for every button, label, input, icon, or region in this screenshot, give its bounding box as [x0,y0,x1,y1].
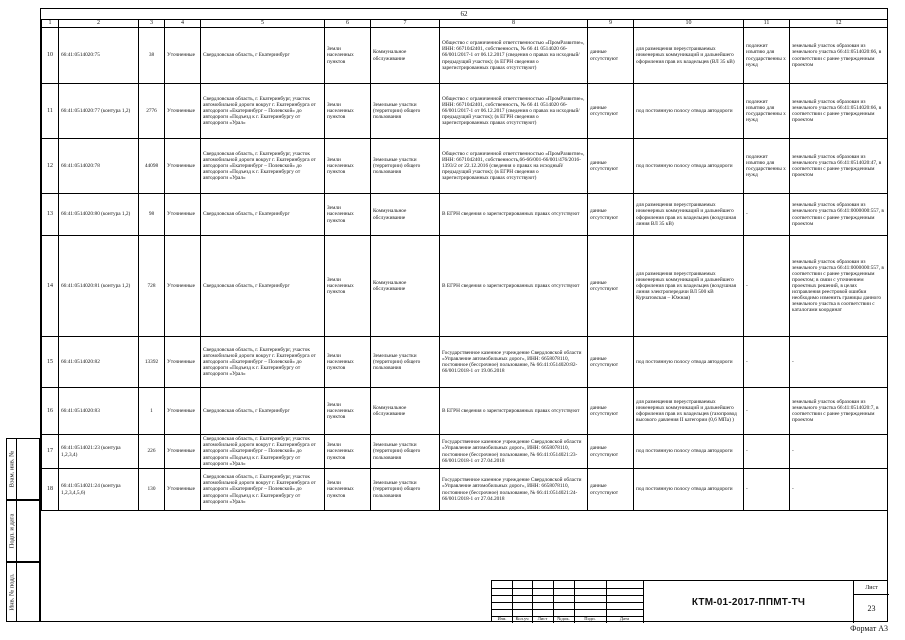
purpose: под постоянную полосу отвода автодороги [634,337,744,388]
column-number: 5 [201,20,325,28]
address: Свердловская область, г. Екатеринбург, участок автомобильной дороги вокруг г. Екатеринбурга от автодороги «Екатеринбург – Полевской» до автодороги «Подъезд к г. Екатеринбургу от автодороги «Урал» [201,337,325,388]
rights-holder: Общество с ограниченной ответственностью «ПромРазвитие», ИНН: 6671042401, собственность,66-66/001-66/001/476/2016-1393/2 от 22.12.2016 (сведения о правах на исходный/ предыдущий участок); (в ЕГРН сведения о зарегистрированных правах отсутствуют) [440,139,588,194]
column-number: 12 [790,20,888,28]
seizure: - [744,236,790,337]
area: 13392 [139,337,165,388]
row-number: 13 [42,194,59,236]
cadastral-number: 66:41:0514021:23 (контура 1,2,3,4) [59,435,139,469]
sheet-number: 23 [867,604,876,613]
permitted-use: Коммунальное обслуживание [371,28,440,84]
column-number: 7 [371,20,440,28]
permitted-use: Земельные участки (территории) общего пользования [371,84,440,139]
table-row [42,388,888,435]
purpose: для размещения переустраиваемых инженерных коммуникаций и дальнейшего оформления прав их владельцев (ВЛ 35 кВ) [634,28,744,84]
title-block-grid [492,581,643,623]
land-category: Земли населенных пунктов [325,337,371,388]
page-number: 62 [460,10,468,18]
status: Уточненные [165,28,201,84]
stamp-label-inv-replace: Взам. инв. № [8,450,15,488]
land-category: Земли населенных пунктов [325,388,371,435]
area: 130 [139,469,165,511]
row-number: 15 [42,337,59,388]
land-category: Земли населенных пунктов [325,469,371,511]
note: - [790,337,888,388]
area: 2776 [139,84,165,139]
area: 226 [139,435,165,469]
permitted-use: Коммунальное обслуживание [371,194,440,236]
land-category: Земли населенных пунктов [325,236,371,337]
status: Уточненные [165,337,201,388]
status: Уточненные [165,139,201,194]
cadastral-number: 66:41:0514020:77 (контура 1,2) [59,84,139,139]
purpose: под постоянную полосу отвода автодороги [634,84,744,139]
encumbrances: данные отсутствуют [588,84,634,139]
rights-holder: Государственное казенное учреждение Свердловской области «Управление автомобильных дорог», ИНН: 6658078110, постоянное (бессрочное) пользование, № 66:41:0514020:82-66/001/2018-1 от 19.06.2018 [440,337,588,388]
purpose: под постоянную полосу отвода автодороги [634,435,744,469]
purpose: для размещения переустраиваемых инженерных коммуникаций и дальнейшего оформления прав их владельцев (газопровод высокого давления II категории (0,6 МПа) ) [634,388,744,435]
column-number: 8 [440,20,588,28]
rights-holder: Государственное казенное учреждение Свердловской области «Управление автомобильных дорог», ИНН: 6658078110, постоянное (бессрочное) пользование, № 66:41:0514021:24-66/001/2018-1 от 27.04.2018 [440,469,588,511]
purpose: для размещения переустраиваемых инженерных коммуникаций и дальнейшего оформления прав их владельцев (воздушная линия электропередачи ВЛ 500 кВ Курчатовская – Южная) [634,236,744,337]
sheet-label: Лист [854,581,889,595]
address: Свердловская область, г. Екатеринбург, участок автомобильной дороги вокруг г. Екатеринбурга от автодороги «Екатеринбург – Полевской» до автодороги «Подъезд к г. Екатеринбургу от автодороги «Урал» [201,84,325,139]
cadastral-number: 66:41:0514020:80 (контура 1,2) [59,194,139,236]
stamp-cell-inv-replace [6,438,40,500]
seizure: - [744,469,790,511]
encumbrances: данные отсутствуют [588,194,634,236]
row-number: 12 [42,139,59,194]
permitted-use: Земельные участки (территории) общего пользования [371,337,440,388]
land-category: Земли населенных пунктов [325,84,371,139]
permitted-use: Земельные участки (территории) общего пользования [371,469,440,511]
land-category: Земли населенных пунктов [325,194,371,236]
status: Уточненные [165,388,201,435]
cadastral-number: 66:41:0514020:75 [59,28,139,84]
tb-label-ndoc: №док. [557,616,570,621]
area: 44098 [139,139,165,194]
paper-format: Формат А3 [850,624,888,633]
tb-label-list: Лист [537,616,548,621]
table-row [42,435,888,469]
note: земельный участок образован из земельного участка 66:41:0000000:557, в соответствии с ранее утвержденным проектом [790,194,888,236]
address: Свердловская область, г Екатеринбург [201,388,325,435]
cadastral-number: 66:41:0514020:81 (контура 1,2) [59,236,139,337]
permitted-use: Коммунальное обслуживание [371,236,440,337]
seizure: подлежит изъятию для государственны х нужд [744,84,790,139]
note: земельный участок образован из земельного участка 66:41:0514020:66, в соответствии с ранее утвержденным проектом [790,84,888,139]
cadastral-number: 66:41:0514020:78 [59,139,139,194]
encumbrances: данные отсутствуют [588,28,634,84]
status: Уточненные [165,194,201,236]
purpose: под постоянную полосу отвода автодороги [634,139,744,194]
column-number: 4 [165,20,201,28]
permitted-use: Земельные участки (территории) общего пользования [371,435,440,469]
encumbrances: данные отсутствуют [588,139,634,194]
seizure: - [744,337,790,388]
address: Свердловская область, г. Екатеринбург, участок автомобильной дороги вокруг г. Екатеринбурга от автодороги «Екатеринбург – Полевской» до автодороги «Подъезд к г. Екатеринбургу от автодороги «Урал» [201,435,325,469]
land-category: Земли населенных пунктов [325,435,371,469]
stamp-cell-sign-date [6,500,40,562]
column-number: 1 [42,20,59,28]
document-code: КТМ-01-2017-ППМТ-ТЧ [643,581,853,623]
tb-label-podp: Подп. [584,616,596,621]
column-number: 9 [588,20,634,28]
column-number: 3 [139,20,165,28]
note: земельный участок образован из земельного участка 66:41:0514020:47, в соответствии с ранее утвержденным проектом [790,139,888,194]
column-number: 6 [325,20,371,28]
status: Уточненные [165,84,201,139]
area: 38 [139,28,165,84]
seizure: - [744,194,790,236]
land-category: Земли населенных пунктов [325,139,371,194]
title-block [491,580,888,622]
seizure: - [744,435,790,469]
column-number-row [42,20,888,28]
column-number: 11 [744,20,790,28]
row-number: 11 [42,84,59,139]
stamp-label-sign-date: Подп. и дата [8,513,15,549]
area: 98 [139,194,165,236]
rights-holder: Общество с ограниченной ответственностью «ПромРазвитие», ИНН: 6671042401, собственность, № 66 41 0514020 66-66/001/2017-1 от 06.12.2017 (сведения о правах на исходный/ предыдущий участок); (в ЕГРН сведения о зарегистрированных правах отсутствуют) [440,84,588,139]
side-stamp [6,438,40,622]
row-number: 17 [42,435,59,469]
row-number: 10 [42,28,59,84]
table-row [42,236,888,337]
tb-label-izm: Изм. [497,616,507,621]
seizure: подлежит изъятию для государственны х нужд [744,28,790,84]
note: земельный участок образован из земельного участка 66:41:0514020:66, в соответствии с ранее утвержденным проектом [790,28,888,84]
area: 728 [139,236,165,337]
cadastral-number: 66:41:0514020:83 [59,388,139,435]
column-number: 10 [634,20,744,28]
status: Уточненные [165,435,201,469]
land-plots-table [41,19,888,511]
address: Свердловская область, г. Екатеринбург, участок автомобильной дороги вокруг г. Екатеринбурга от автодороги «Екатеринбург – Полевской» до автодороги «Подъезд к г. Екатеринбургу от автодороги «Урал» [201,469,325,511]
address: Свердловская область, г Екатеринбург [201,236,325,337]
purpose: для размещения переустраиваемых инженерных коммуникаций и дальнейшего оформления прав их владельцев (воздушная линия ВЛ 35 кВ) [634,194,744,236]
status: Уточненные [165,236,201,337]
table-row [42,469,888,511]
column-number: 2 [59,20,139,28]
note: земельный участок образован из земельного участка 66:41:0514020:7, в соответствии с ранее утвержденным проектом [790,388,888,435]
permitted-use: Земельные участки (территории) общего пользования [371,139,440,194]
row-number: 14 [42,236,59,337]
table-row [42,28,888,84]
rights-holder: В ЕГРН сведения о зарегистрированных правах отсутствуют [440,194,588,236]
seizure: подлежит изъятию для государственны х нужд [744,139,790,194]
row-number: 18 [42,469,59,511]
rights-holder: В ЕГРН сведения о зарегистрированных правах отсутствуют [440,236,588,337]
table-row [42,337,888,388]
stamp-label-inv-orig: Инв. № подл. [8,573,15,611]
encumbrances: данные отсутствуют [588,236,634,337]
tb-label-data: Дата [619,616,630,621]
tb-label-kol: Кол.уч [515,616,529,621]
cadastral-number: 66:41:0514021:24 (контура 1,2,3,4,5,6) [59,469,139,511]
stamp-cell-inv-orig [6,562,40,622]
table-row [42,139,888,194]
rights-holder: В ЕГРН сведения о зарегистрированных правах отсутствуют [440,388,588,435]
encumbrances: данные отсутствуют [588,435,634,469]
encumbrances: данные отсутствуют [588,469,634,511]
note: - [790,469,888,511]
rights-holder: Общество с ограниченной ответственностью «ПромРазвитие», ИНН: 6671042401, собственность, № 66 41 0514020 66-66/001/2017-1 от 06.12.2017 (сведения о правах на исходный/ предыдущий участок); (в ЕГРН сведения о зарегистрированных правах отсутствуют) [440,28,588,84]
status: Уточненные [165,469,201,511]
table-row [42,194,888,236]
address: Свердловская область, г Екатеринбург [201,28,325,84]
rights-holder: Государственное казенное учреждение Свердловской области «Управление автомобильных дорог», ИНН: 6658078110, постоянное (бессрочное) пользование, № 66:41:0514021:23-66/001/2018-1 от 27.04.2018 [440,435,588,469]
area: 1 [139,388,165,435]
encumbrances: данные отсутствуют [588,337,634,388]
sheet-box [853,581,889,623]
seizure: - [744,388,790,435]
table-row [42,84,888,139]
note: - [790,435,888,469]
row-number: 16 [42,388,59,435]
note: земельный участок образован из земельного участка 66:41:0000000:557, в соответствии с ранее утвержденным проектом; в связи с уточнением проектных решений, в целях исправления реестровой ошибки необходимо изменить границы данного земельного участка в соответствии с каталогами координат [790,236,888,337]
permitted-use: Коммунальное обслуживание [371,388,440,435]
address: Свердловская область, г. Екатеринбург, участок автомобильной дороги вокруг г. Екатеринбурга от автодороги «Екатеринбург – Полевской» до автодороги «Подъезд к г. Екатеринбургу от автодороги «Урал» [201,139,325,194]
address: Свердловская область, г Екатеринбург [201,194,325,236]
cadastral-number: 66:41:0514020:82 [59,337,139,388]
land-category: Земли населенных пунктов [325,28,371,84]
encumbrances: данные отсутствуют [588,388,634,435]
purpose: под постоянную полосу отвода автодороги [634,469,744,511]
